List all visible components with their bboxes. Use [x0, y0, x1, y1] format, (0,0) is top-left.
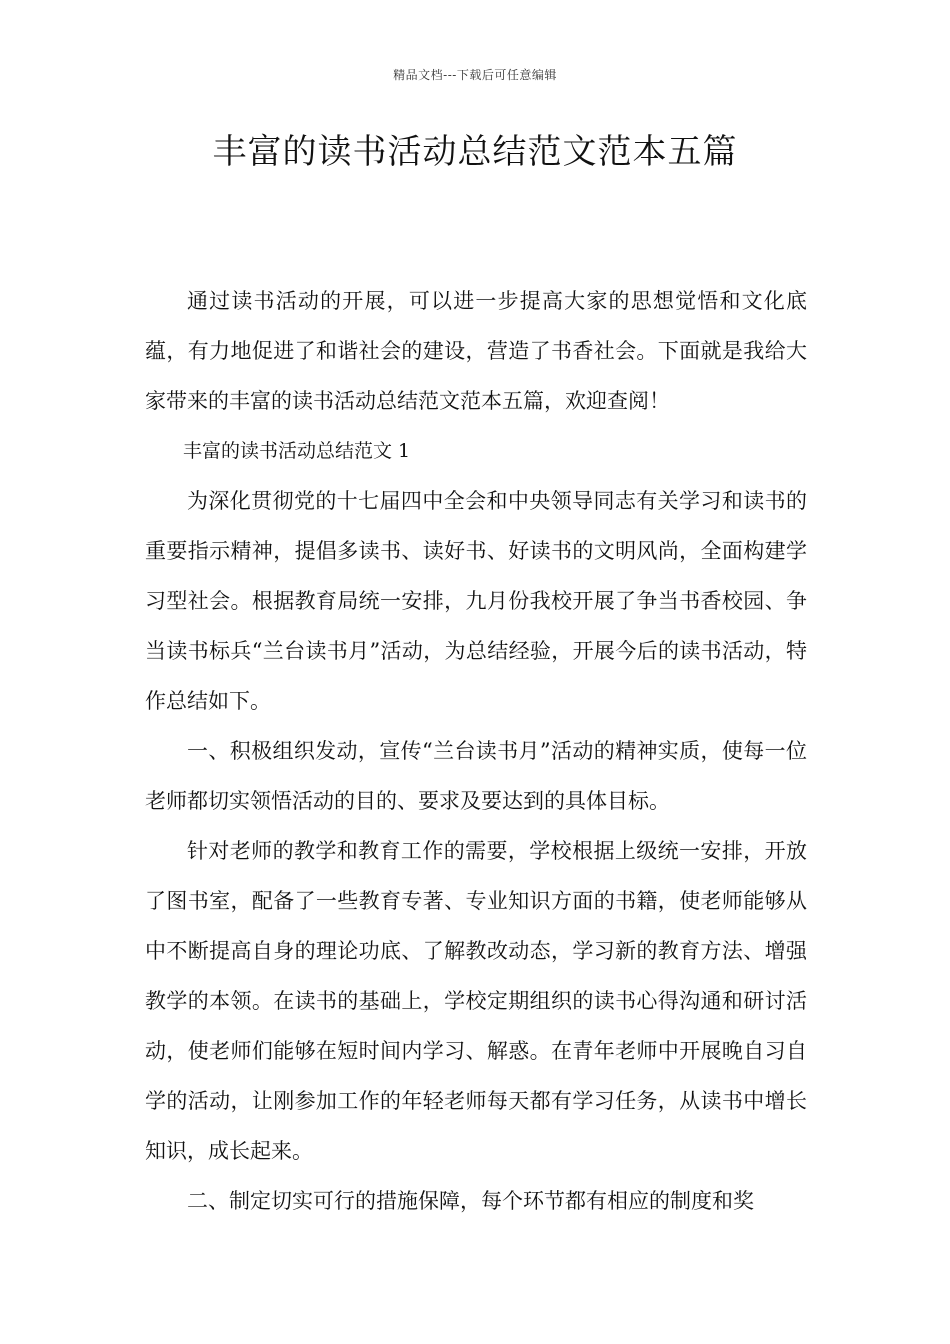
document-body — [145, 276, 807, 1226]
paragraph-intro: 通过读书活动的开展，可以进一步提高大家的思想觉悟和文化底蕴，有力地促进了和谐社会的建设，营造了书香社会。下面就是我给大家带来的丰富的读书活动总结范文范本五篇，欢迎查阅！ — [145, 289, 807, 413]
paragraph-point-2: 二、制定切实可行的措施保障，每个环节都有相应的制度和奖 — [187, 1189, 754, 1213]
paragraph-point-1: 一、积极组织发动，宣传“兰台读书月”活动的精神实质，使每一位老师都切实领悟活动的目的、要求及要达到的具体目标。 — [145, 739, 807, 813]
paragraph-purpose: 为深化贯彻党的十七届四中全会和中央领导同志有关学习和读书的重要指示精神，提倡多读书、读好书、好读书的文明风尚，全面构建学习型社会。根据教育局统一安排，九月份我校开展了争当书香校园、争当读书标兵“兰台读书月”活动，为总结经验，开展今后的读书活动，特作总结如下。 — [145, 489, 807, 713]
section-heading-1: 丰富的读书活动总结范文 1 — [183, 440, 411, 462]
header-note: 精品文档---下载后可任意编辑 — [393, 68, 557, 82]
document-title: 丰富的读书活动总结范文范本五篇 — [212, 132, 738, 172]
paragraph-library: 针对老师的教学和教育工作的需要，学校根据上级统一安排，开放了图书室，配备了一些教育专著、专业知识方面的书籍，使老师能够从中不断提高自身的理论功底、了解教改动态，学习新的教育方法、增强教学的本领。在读书的基础上，学校定期组织的读书心得沟通和研讨活动，使老师们能够在短时间内学习、解惑。在青年老师中开展晚自习自学的活动，让刚参加工作的年轻老师每天都有学习任务，从读书中增长知识，成长起来。 — [145, 839, 807, 1163]
